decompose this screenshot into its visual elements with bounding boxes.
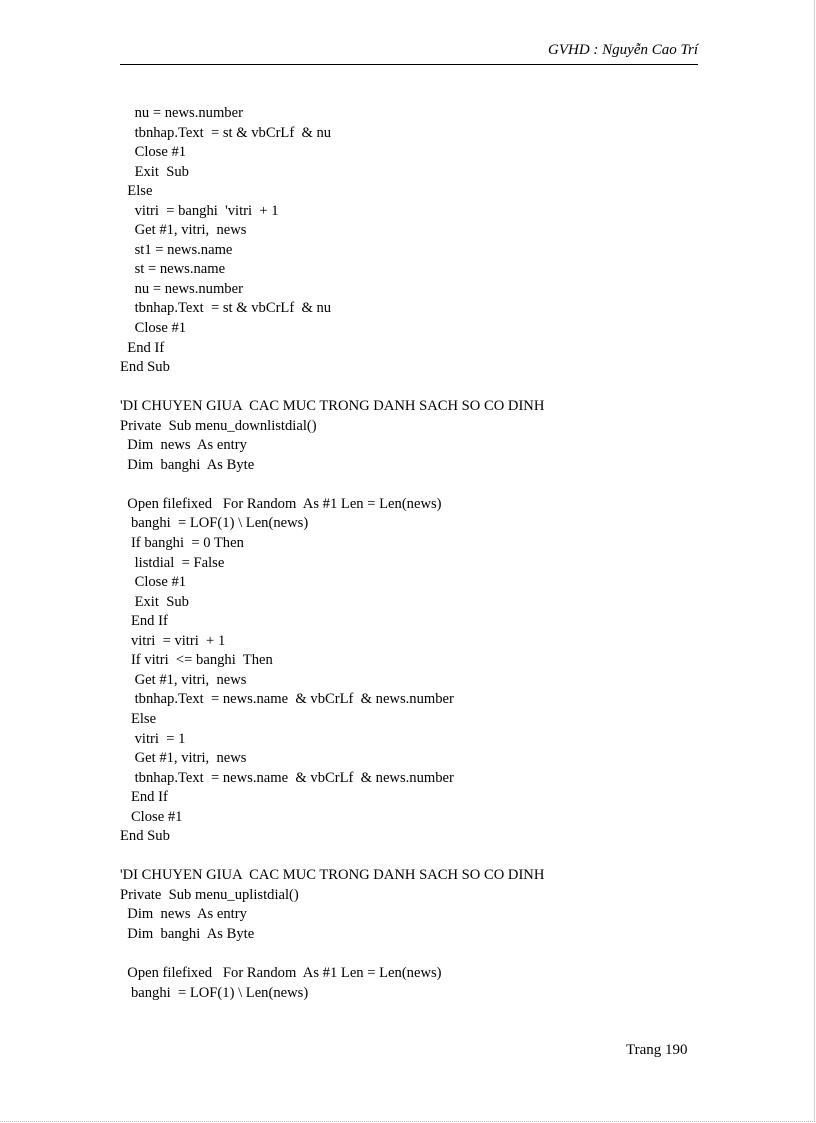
code-line: banghi = LOF(1) \ Len(news) (120, 515, 309, 532)
code-line (120, 475, 720, 495)
code-line: st = news.name (120, 261, 226, 278)
code-line: Close #1 (120, 808, 183, 825)
code-line: banghi = LOF(1) \ Len(news) (120, 984, 309, 1001)
code-line: Open filefixed For Random As #1 Len = Len(news) (120, 495, 442, 512)
code-line: Private Sub menu_uplistdial() (120, 886, 299, 903)
code-line: tbnhap.Text = news.name & vbCrLf & news.number (120, 769, 454, 786)
header-instructor: GVHD : Nguyễn Cao Trí (548, 42, 698, 58)
code-line: Dim banghi As Byte (120, 456, 255, 473)
code-line: Close #1 (120, 574, 187, 591)
code-line: nu = news.number (120, 280, 243, 297)
code-comment: 'DI CHUYEN GIUA CAC MUC TRONG DANH SACH SO CO DINH (120, 867, 545, 884)
code-line: listdial = False (120, 554, 225, 571)
code-line: Dim banghi As Byte (120, 925, 255, 942)
code-line: Else (120, 710, 157, 727)
code-line: Dim news As entry (120, 437, 247, 454)
code-line: tbnhap.Text = news.name & vbCrLf & news.number (120, 691, 454, 708)
code-line: st1 = news.name (120, 241, 233, 258)
code-line: vitri = vitri + 1 (120, 632, 226, 649)
code-line: If vitri <= banghi Then (120, 652, 273, 669)
page-number: Trang 190 (626, 1042, 688, 1058)
code-line: Exit Sub (120, 163, 189, 180)
code-line: Dim news As entry (120, 906, 247, 923)
code-line: Get #1, vitri, news (120, 671, 247, 688)
code-comment: 'DI CHUYEN GIUA CAC MUC TRONG DANH SACH SO CO DINH (120, 398, 545, 415)
code-line: vitri = banghi 'vitri + 1 (120, 202, 279, 219)
code-line: tbnhap.Text = st & vbCrLf & nu (120, 300, 332, 317)
code-line: Get #1, vitri, news (120, 750, 247, 767)
code-line: End If (120, 613, 168, 630)
code-line: Open filefixed For Random As #1 Len = Len(news) (120, 965, 442, 982)
code-line: Exit Sub (120, 593, 189, 610)
code-line: nu = news.number (120, 105, 243, 121)
code-line (120, 378, 720, 398)
code-line: tbnhap.Text = st & vbCrLf & nu (120, 124, 332, 141)
page-header (120, 40, 698, 65)
code-line: If banghi = 0 Then (120, 535, 244, 552)
code-line: End Sub (120, 359, 170, 376)
code-line: vitri = 1 (120, 730, 186, 747)
code-line: End If (120, 789, 168, 806)
code-line: End Sub (120, 828, 170, 845)
code-line: Private Sub menu_downlistdial() (120, 417, 317, 434)
code-line: Get #1, vitri, news (120, 222, 247, 239)
code-line: End If (120, 339, 165, 356)
code-block (120, 104, 720, 1003)
code-line (120, 847, 720, 867)
code-line (120, 945, 720, 965)
code-line: Close #1 (120, 144, 187, 161)
code-line: Close #1 (120, 320, 187, 337)
code-line: Else (120, 183, 153, 200)
